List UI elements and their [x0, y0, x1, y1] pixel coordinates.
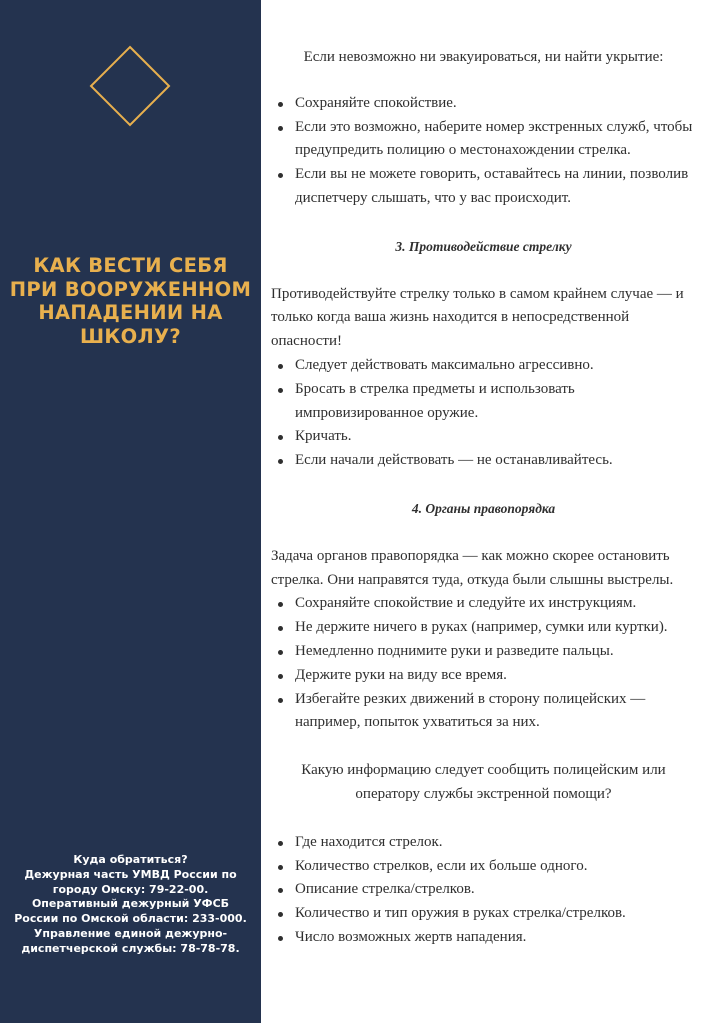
list-item: Держите руки на виду все время. [295, 664, 696, 688]
bullet-list-3 [271, 354, 696, 473]
list-item: Если вы не можете говорить, оставайтесь на линии, позволив диспетчеру слышать, что у вас происходит. [295, 163, 696, 211]
list-item: Где находится стрелок. [295, 831, 696, 855]
list-item: Сохраняйте спокойствие и следуйте их инструкциям. [295, 592, 696, 616]
list-item: Бросать в стрелка предметы и использовать импровизированное оружие. [295, 378, 696, 426]
list-item: Количество стрелков, если их больше одного. [295, 855, 696, 879]
contacts-heading: Куда обратиться? [73, 853, 188, 866]
diamond-outline-icon [88, 44, 172, 128]
sidebar [0, 0, 261, 1023]
section-4-heading: 4. Органы правопорядка [411, 500, 556, 516]
list-item: Избегайте резких движений в сторону полицейских — например, попыток ухватиться за них. [295, 688, 696, 736]
list-item: Не держите ничего в руках (например, сумки или куртки). [295, 616, 696, 640]
contacts-line: Управление единой дежурно- [33, 926, 228, 940]
list-item: Немедленно поднимите руки и разведите пальцы. [295, 640, 696, 664]
list-item: Количество и тип оружия в руках стрелка/стрелков. [295, 902, 696, 926]
contacts-line: Дежурная часть УМВД России по [24, 867, 237, 881]
contacts-line: России по Омской области: 233-000. [14, 912, 247, 926]
section-3-heading: 3. Противодействие стрелку [395, 238, 572, 254]
list-item: Кричать. [295, 425, 696, 449]
section-3-paragraph: Противодействуйте стрелку только в самом крайнем случае — и только когда ваша жизнь находится в непосредственной опасности! [271, 285, 684, 350]
page-title: КАК ВЕСТИ СЕБЯ ПРИ ВООРУЖЕННОМ НАПАДЕНИИ НА ШКОЛУ? [9, 254, 252, 348]
bullet-list-4 [271, 592, 696, 735]
list-item: Если это возможно, наберите номер экстренных служб, чтобы предупредить полицию о местонахождении стрелка. [295, 116, 696, 164]
list-item: Если начали действовать — не останавливайтесь. [295, 449, 696, 473]
contacts-line: диспетчерской службы: 78-78-78. [21, 941, 240, 955]
contacts-line: Оперативный дежурный УФСБ [31, 897, 230, 911]
main-content [271, 46, 696, 950]
section-4-paragraph: Задача органов правопорядка — как можно скорее остановить стрелка. Они направятся туда, откуда были слышны выстрелы. [271, 547, 674, 588]
bullet-list-info [271, 831, 696, 950]
intro-text: Если невозможно ни эвакуироваться, ни найти укрытие: [303, 49, 664, 65]
list-item: Число возможных жертв нападения. [295, 926, 696, 950]
contacts-line: городу Омску: 79-22-00. [52, 882, 209, 896]
list-item: Следует действовать максимально агрессивно. [295, 354, 696, 378]
list-item: Сохраняйте спокойствие. [295, 92, 696, 116]
list-item: Описание стрелка/стрелков. [295, 878, 696, 902]
info-question: Какую информацию следует сообщить полицейским или оператору службы экстренной помощи? [301, 762, 666, 802]
contacts-block [6, 853, 255, 957]
bullet-list-1 [271, 92, 696, 211]
